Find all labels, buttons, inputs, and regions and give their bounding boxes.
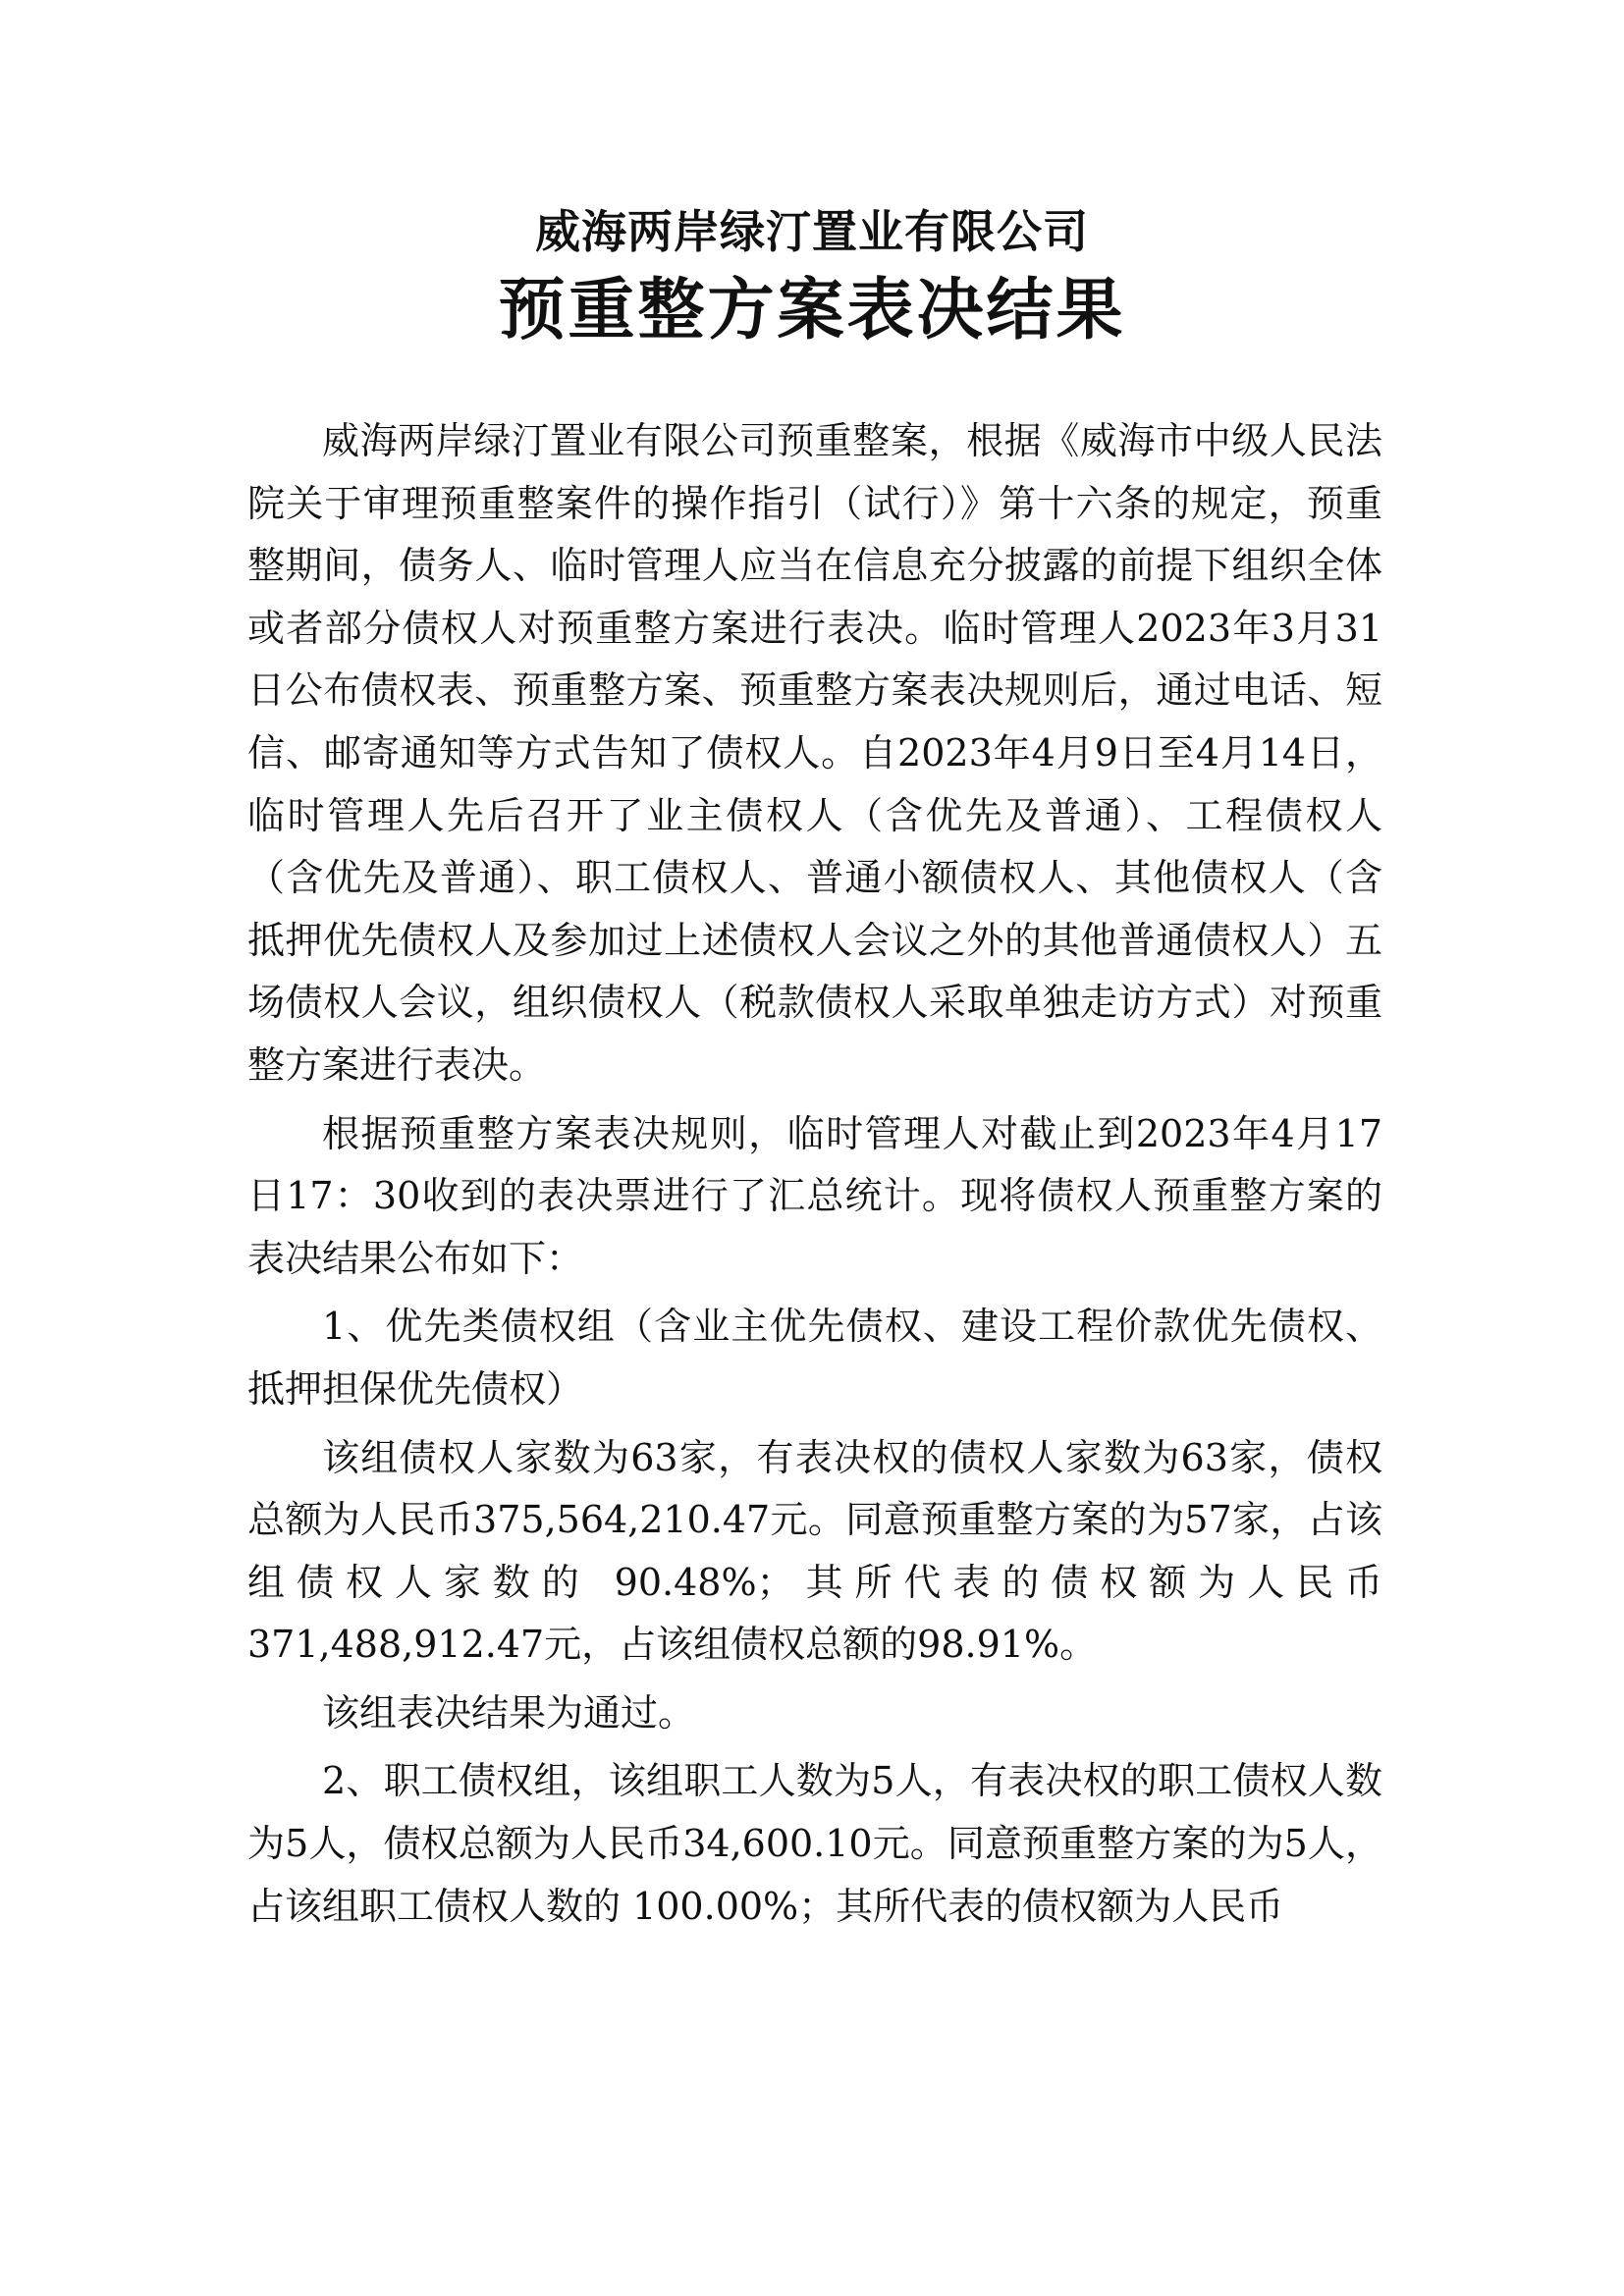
- document-title: 预重整方案表决结果: [498, 271, 1126, 349]
- company-title: 威海两岸绿汀置业有限公司: [535, 205, 1089, 258]
- paragraph-group1-heading: 1、优先类债权组（含业主优先债权、建设工程价款优先债权、抵押担保优先债权）: [247, 1305, 1382, 1411]
- paragraph-vote-rules: 根据预重整方案表决规则，临时管理人对截止到2023年4月17日17：30收到的表决票进行了汇总统计。现将债权人预重整方案的表决结果公布如下：: [247, 1111, 1382, 1280]
- paragraph-group1-result: 该组表决结果为通过。: [322, 1690, 696, 1735]
- paragraph-group1-stats: 该组债权人家数为63家，有表决权的债权人家数为63家，债权总额为人民币375,564,210.47元。同意预重整方案的为57家，占该组债权人家数的 90.48%；其所代表的债权额为人民币371,488,912.47元，占该组债权总额的98.91%。: [247, 1435, 1382, 1667]
- paragraph-intro: 威海两岸绿汀置业有限公司预重整案，根据《威海市中级人民法院关于审理预重整案件的操作指引（试行）》第十六条的规定，预重整期间，债务人、临时管理人应当在信息充分披露的前提下组织全体或者部分债权人对预重整方案进行表决。临时管理人2023年3月31日公布债权表、预重整方案、预重整方案表决规则后，通过电话、短信、邮寄通知等方式告知了债权人。自2023年4月9日至4月14日，临时管理人先后召开了业主债权人（含优先及普通）、工程债权人（含优先及普通）、职工债权人、普通小额债权人、其他债权人（含抵押优先债权人及参加过上述债权人会议之外的其他普通债权人）五场债权人会议，组织债权人（税款债权人采取单独走访方式）对预重整方案进行表决。: [247, 419, 1382, 1087]
- document-body: [247, 410, 1382, 1944]
- paragraph-group2-stats: 2、职工债权组，该组职工人数为5人，有表决权的职工债权人数为5人，债权总额为人民币34,600.10元。同意预重整方案的为5人，占该组职工债权人数的 100.00%；其所代表的债权额为人民币: [247, 1759, 1382, 1928]
